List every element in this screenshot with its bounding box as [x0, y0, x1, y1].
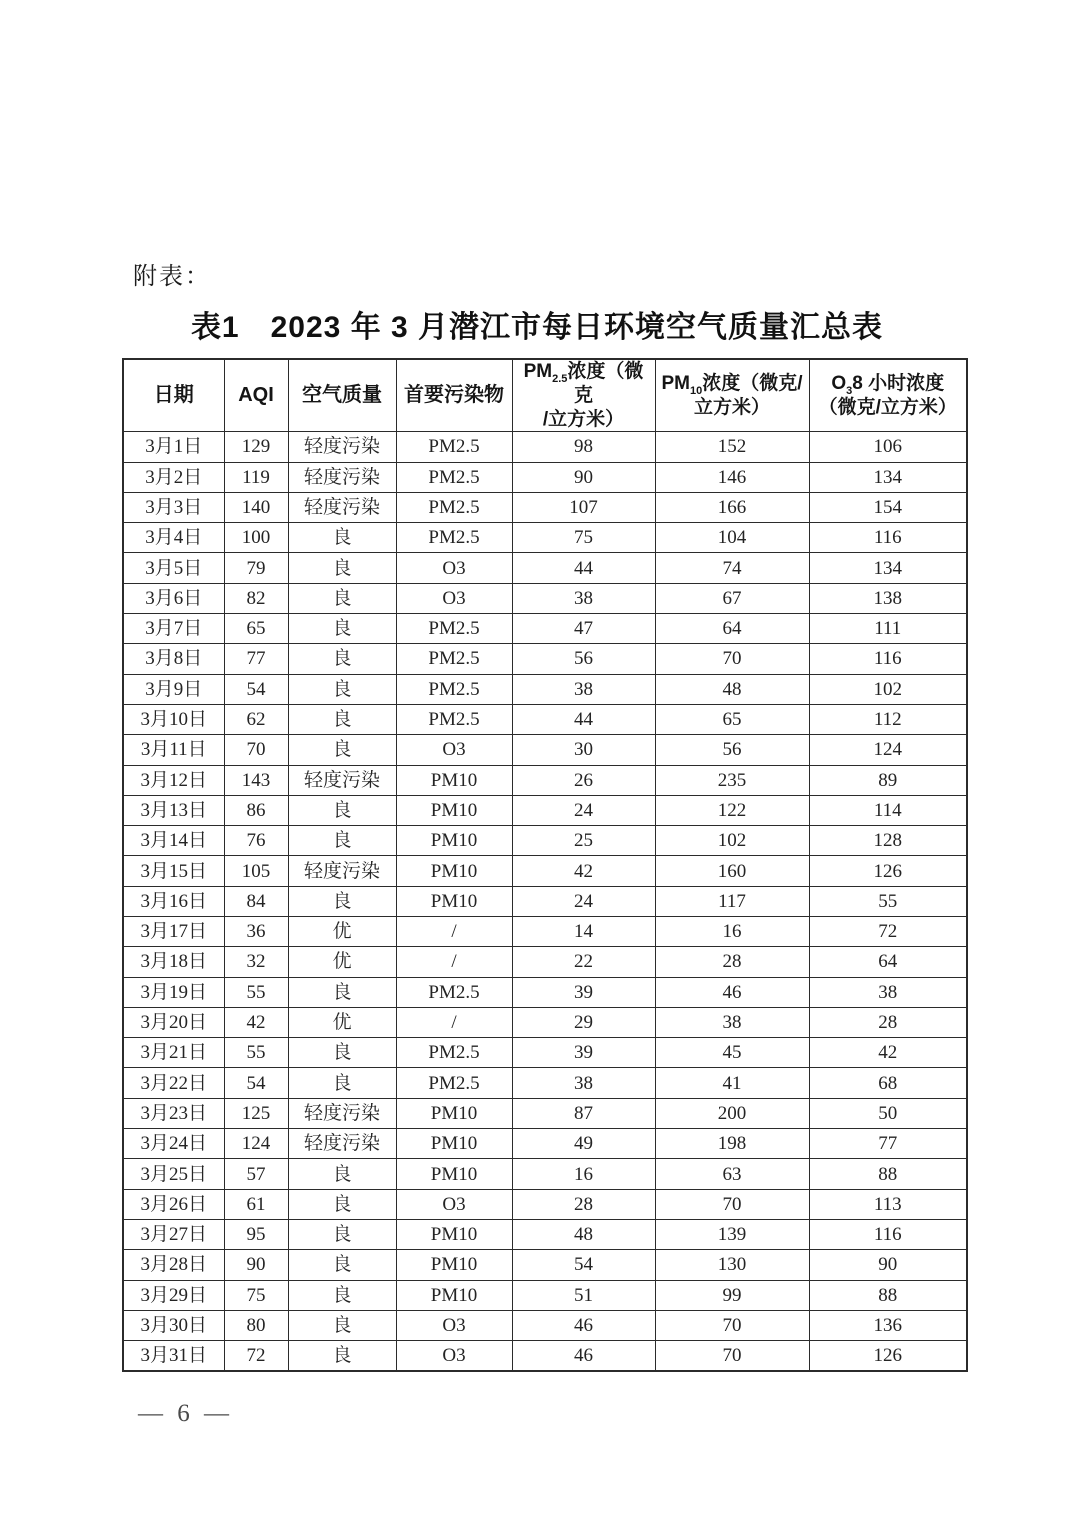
table-cell: 3月13日 — [123, 795, 224, 825]
table-cell: 63 — [655, 1159, 809, 1189]
table-cell: 44 — [512, 704, 655, 734]
table-cell: 轻度污染 — [288, 1098, 396, 1128]
table-cell: 3月22日 — [123, 1068, 224, 1098]
table-cell: 3月27日 — [123, 1219, 224, 1249]
table-cell: 55 — [809, 886, 967, 916]
table-cell: 3月16日 — [123, 886, 224, 916]
table-cell: 125 — [224, 1098, 288, 1128]
table-cell: 良 — [288, 644, 396, 674]
table-cell: 42 — [809, 1038, 967, 1068]
table-row — [123, 1038, 967, 1068]
table-cell: 25 — [512, 826, 655, 856]
table-row — [123, 704, 967, 734]
table-cell: 38 — [512, 674, 655, 704]
table-row — [123, 977, 967, 1007]
table-cell: / — [396, 1007, 512, 1037]
table-cell: 3月7日 — [123, 614, 224, 644]
page-number: — 6 — — [138, 1400, 233, 1427]
column-header-2: 空气质量 — [288, 359, 396, 432]
table-header — [123, 359, 967, 432]
table-cell: 139 — [655, 1219, 809, 1249]
table-cell: 65 — [655, 704, 809, 734]
table-cell: 良 — [288, 1189, 396, 1219]
table-cell: 优 — [288, 1007, 396, 1037]
table-cell: 38 — [512, 1068, 655, 1098]
table-cell: 46 — [655, 977, 809, 1007]
table-cell: 41 — [655, 1068, 809, 1098]
table-cell: PM2.5 — [396, 492, 512, 522]
table-cell: 良 — [288, 1250, 396, 1280]
table-cell: 14 — [512, 917, 655, 947]
table-cell: 54 — [224, 1068, 288, 1098]
table-cell: 轻度污染 — [288, 765, 396, 795]
table-cell: 49 — [512, 1129, 655, 1159]
table-row — [123, 765, 967, 795]
table-cell: 56 — [512, 644, 655, 674]
table-row — [123, 1098, 967, 1128]
table-cell: 122 — [655, 795, 809, 825]
column-header-3: 首要污染物 — [396, 359, 512, 432]
table-cell: 129 — [224, 432, 288, 462]
table-cell: 116 — [809, 644, 967, 674]
table-cell: PM10 — [396, 795, 512, 825]
table-cell: 117 — [655, 886, 809, 916]
table-cell: 130 — [655, 1250, 809, 1280]
table-cell: 38 — [512, 583, 655, 613]
table-row — [123, 735, 967, 765]
table-cell: 90 — [809, 1250, 967, 1280]
column-header-4: $PM_{2.5}$浓度（微克 /立方米） — [512, 359, 655, 432]
table-row — [123, 492, 967, 522]
table-cell: 160 — [655, 856, 809, 886]
table-cell: 80 — [224, 1310, 288, 1340]
table-cell: 70 — [655, 1310, 809, 1340]
table-cell: 124 — [809, 735, 967, 765]
table-cell: 良 — [288, 1310, 396, 1340]
table-row — [123, 1189, 967, 1219]
table-cell: 轻度污染 — [288, 1129, 396, 1159]
table-cell: 134 — [809, 462, 967, 492]
table-row — [123, 795, 967, 825]
table-cell: 75 — [224, 1280, 288, 1310]
table-cell: 56 — [655, 735, 809, 765]
table-cell: 82 — [224, 583, 288, 613]
table-cell: 119 — [224, 462, 288, 492]
table-cell: PM10 — [396, 1219, 512, 1249]
table-cell: 3月4日 — [123, 523, 224, 553]
table-cell: 90 — [224, 1250, 288, 1280]
table-cell: 198 — [655, 1129, 809, 1159]
table-cell: 3月18日 — [123, 947, 224, 977]
table-cell: 3月3日 — [123, 492, 224, 522]
table-cell: 114 — [809, 795, 967, 825]
table-cell: 64 — [655, 614, 809, 644]
table-cell: 113 — [809, 1189, 967, 1219]
air-quality-table — [122, 358, 968, 1372]
table-cell: 良 — [288, 523, 396, 553]
table-cell: 79 — [224, 553, 288, 583]
table-cell: 50 — [809, 1098, 967, 1128]
table-cell: 24 — [512, 795, 655, 825]
table-cell: PM2.5 — [396, 644, 512, 674]
table-cell: 轻度污染 — [288, 856, 396, 886]
table-cell: 良 — [288, 674, 396, 704]
table-cell: 90 — [512, 462, 655, 492]
table-cell: 134 — [809, 553, 967, 583]
table-cell: PM2.5 — [396, 462, 512, 492]
table-cell: 54 — [224, 674, 288, 704]
table-cell: 76 — [224, 826, 288, 856]
table-cell: O3 — [396, 553, 512, 583]
table-cell: 16 — [512, 1159, 655, 1189]
table-cell: 70 — [224, 735, 288, 765]
table-cell: 24 — [512, 886, 655, 916]
table-row — [123, 523, 967, 553]
table-cell: 轻度污染 — [288, 492, 396, 522]
table-cell: 3月25日 — [123, 1159, 224, 1189]
column-header-6: $O_38$ 小时浓度 （微克/立方米） — [809, 359, 967, 432]
table-cell: 轻度污染 — [288, 462, 396, 492]
table-cell: 28 — [512, 1189, 655, 1219]
table-cell: 28 — [809, 1007, 967, 1037]
table-cell: 良 — [288, 1219, 396, 1249]
table-cell: / — [396, 947, 512, 977]
table-cell: PM2.5 — [396, 1038, 512, 1068]
table-row — [123, 614, 967, 644]
table-cell: PM10 — [396, 765, 512, 795]
table-cell: 3月29日 — [123, 1280, 224, 1310]
table-cell: 100 — [224, 523, 288, 553]
table-cell: PM2.5 — [396, 523, 512, 553]
table-cell: 124 — [224, 1129, 288, 1159]
table-cell: 74 — [655, 553, 809, 583]
table-cell: 62 — [224, 704, 288, 734]
table-cell: 106 — [809, 432, 967, 462]
table-cell: PM10 — [396, 1250, 512, 1280]
table-cell: 72 — [809, 917, 967, 947]
table-cell: PM10 — [396, 886, 512, 916]
table-row — [123, 432, 967, 462]
table-cell: 67 — [655, 583, 809, 613]
table-cell: 235 — [655, 765, 809, 795]
table-cell: 70 — [655, 1341, 809, 1371]
table-cell: PM2.5 — [396, 977, 512, 1007]
table-cell: 3月1日 — [123, 432, 224, 462]
table-cell: 良 — [288, 553, 396, 583]
table-row — [123, 917, 967, 947]
table-cell: 3月8日 — [123, 644, 224, 674]
table-cell: 77 — [809, 1129, 967, 1159]
table-cell: 29 — [512, 1007, 655, 1037]
table-cell: 51 — [512, 1280, 655, 1310]
table-cell: 87 — [512, 1098, 655, 1128]
table-cell: 3月28日 — [123, 1250, 224, 1280]
table-cell: 140 — [224, 492, 288, 522]
table-cell: 152 — [655, 432, 809, 462]
table-cell: 46 — [512, 1310, 655, 1340]
table-cell: PM2.5 — [396, 674, 512, 704]
table-cell: 86 — [224, 795, 288, 825]
table-cell: 良 — [288, 1068, 396, 1098]
table-row — [123, 1159, 967, 1189]
table-cell: 38 — [655, 1007, 809, 1037]
table-cell: PM10 — [396, 826, 512, 856]
column-header-0: 日期 — [123, 359, 224, 432]
table-cell: 3月24日 — [123, 1129, 224, 1159]
table-cell: PM10 — [396, 1129, 512, 1159]
table-cell: 良 — [288, 614, 396, 644]
table-cell: 22 — [512, 947, 655, 977]
table-body — [123, 432, 967, 1371]
table-row — [123, 1068, 967, 1098]
table-cell: 良 — [288, 583, 396, 613]
table-cell: PM10 — [396, 1098, 512, 1128]
table-cell: / — [396, 917, 512, 947]
table-cell: 16 — [655, 917, 809, 947]
table-cell: 47 — [512, 614, 655, 644]
table-cell: PM2.5 — [396, 432, 512, 462]
table-cell: 3月12日 — [123, 765, 224, 795]
table-cell: 良 — [288, 795, 396, 825]
column-header-5: $PM_{10}$浓度（微克/ 立方米） — [655, 359, 809, 432]
table-cell: 32 — [224, 947, 288, 977]
table-cell: 良 — [288, 1159, 396, 1189]
column-header-1: AQI — [224, 359, 288, 432]
table-row — [123, 553, 967, 583]
table-cell: 3月20日 — [123, 1007, 224, 1037]
table-cell: 3月2日 — [123, 462, 224, 492]
table-row — [123, 886, 967, 916]
table-cell: 107 — [512, 492, 655, 522]
table-cell: 126 — [809, 856, 967, 886]
table-cell: PM10 — [396, 1280, 512, 1310]
table-cell: 84 — [224, 886, 288, 916]
table-cell: 3月17日 — [123, 917, 224, 947]
table-cell: PM2.5 — [396, 704, 512, 734]
table-cell: 55 — [224, 1038, 288, 1068]
table-row — [123, 644, 967, 674]
table-cell: 39 — [512, 1038, 655, 1068]
table-cell: 126 — [809, 1341, 967, 1371]
table-cell: 优 — [288, 917, 396, 947]
table-cell: 104 — [655, 523, 809, 553]
table-header-row — [123, 359, 967, 432]
table-cell: 128 — [809, 826, 967, 856]
table-cell: 70 — [655, 644, 809, 674]
table-row — [123, 674, 967, 704]
table-cell: 3月19日 — [123, 977, 224, 1007]
table-cell: O3 — [396, 1189, 512, 1219]
table-cell: 42 — [512, 856, 655, 886]
table-cell: 166 — [655, 492, 809, 522]
table-cell: 98 — [512, 432, 655, 462]
table-cell: 3月15日 — [123, 856, 224, 886]
table-cell: 54 — [512, 1250, 655, 1280]
table-cell: 30 — [512, 735, 655, 765]
table-cell: 良 — [288, 704, 396, 734]
table-cell: 61 — [224, 1189, 288, 1219]
table-cell: PM10 — [396, 856, 512, 886]
table-cell: 良 — [288, 735, 396, 765]
table-cell: 75 — [512, 523, 655, 553]
table-cell: 39 — [512, 977, 655, 1007]
table-cell: 154 — [809, 492, 967, 522]
table-cell: 良 — [288, 1280, 396, 1310]
table-cell: 3月6日 — [123, 583, 224, 613]
table-cell: 3月10日 — [123, 704, 224, 734]
table-cell: 136 — [809, 1310, 967, 1340]
table-cell: 轻度污染 — [288, 432, 396, 462]
table-cell: 112 — [809, 704, 967, 734]
table-cell: 45 — [655, 1038, 809, 1068]
table-row — [123, 583, 967, 613]
table-cell: 65 — [224, 614, 288, 644]
table-cell: 3月9日 — [123, 674, 224, 704]
table-cell: 99 — [655, 1280, 809, 1310]
table-cell: 111 — [809, 614, 967, 644]
table-cell: 3月11日 — [123, 735, 224, 765]
table-cell: PM2.5 — [396, 614, 512, 644]
table-row — [123, 1219, 967, 1249]
table-cell: 良 — [288, 1038, 396, 1068]
table-cell: 3月26日 — [123, 1189, 224, 1219]
table-cell: 3月23日 — [123, 1098, 224, 1128]
table-cell: 88 — [809, 1280, 967, 1310]
table-cell: 46 — [512, 1341, 655, 1371]
table-cell: 146 — [655, 462, 809, 492]
table-cell: 143 — [224, 765, 288, 795]
table-cell: 44 — [512, 553, 655, 583]
table-cell: 102 — [655, 826, 809, 856]
table-cell: 138 — [809, 583, 967, 613]
table-cell: 良 — [288, 977, 396, 1007]
table-cell: 95 — [224, 1219, 288, 1249]
table-cell: PM2.5 — [396, 1068, 512, 1098]
table-cell: 116 — [809, 1219, 967, 1249]
table-cell: 200 — [655, 1098, 809, 1128]
table-cell: 28 — [655, 947, 809, 977]
table-cell: 89 — [809, 765, 967, 795]
table-row — [123, 1007, 967, 1037]
table-cell: 3月21日 — [123, 1038, 224, 1068]
table-cell: 良 — [288, 886, 396, 916]
table-row — [123, 826, 967, 856]
table-cell: 3月14日 — [123, 826, 224, 856]
table-cell: 3月5日 — [123, 553, 224, 583]
table-cell: 88 — [809, 1159, 967, 1189]
table-row — [123, 462, 967, 492]
table-cell: 48 — [655, 674, 809, 704]
table-cell: O3 — [396, 1310, 512, 1340]
table-cell: O3 — [396, 1341, 512, 1371]
table-cell: 116 — [809, 523, 967, 553]
table-cell: 77 — [224, 644, 288, 674]
table-row — [123, 1280, 967, 1310]
table-row — [123, 1129, 967, 1159]
table-cell: 55 — [224, 977, 288, 1007]
table-cell: 48 — [512, 1219, 655, 1249]
table-cell: PM10 — [396, 1159, 512, 1189]
table-row — [123, 1310, 967, 1340]
table-cell: 38 — [809, 977, 967, 1007]
table-title: 表1 2023 年 3 月潜江市每日环境空气质量汇总表 — [190, 311, 884, 344]
appendix-label: 附表： — [133, 264, 211, 290]
table-row — [123, 856, 967, 886]
table-row — [123, 1341, 967, 1371]
table-cell: 良 — [288, 1341, 396, 1371]
table-cell: 42 — [224, 1007, 288, 1037]
table-cell: 72 — [224, 1341, 288, 1371]
table-cell: 68 — [809, 1068, 967, 1098]
table-row — [123, 947, 967, 977]
table-cell: 105 — [224, 856, 288, 886]
table-cell: 64 — [809, 947, 967, 977]
table-cell: 57 — [224, 1159, 288, 1189]
table-cell: 3月30日 — [123, 1310, 224, 1340]
table-cell: 26 — [512, 765, 655, 795]
table-cell: 优 — [288, 947, 396, 977]
table-cell: O3 — [396, 735, 512, 765]
table-cell: 102 — [809, 674, 967, 704]
table-row — [123, 1250, 967, 1280]
table-cell: 良 — [288, 826, 396, 856]
table-cell: O3 — [396, 583, 512, 613]
table-cell: 36 — [224, 917, 288, 947]
table-cell: 70 — [655, 1189, 809, 1219]
table-cell: 3月31日 — [123, 1341, 224, 1371]
